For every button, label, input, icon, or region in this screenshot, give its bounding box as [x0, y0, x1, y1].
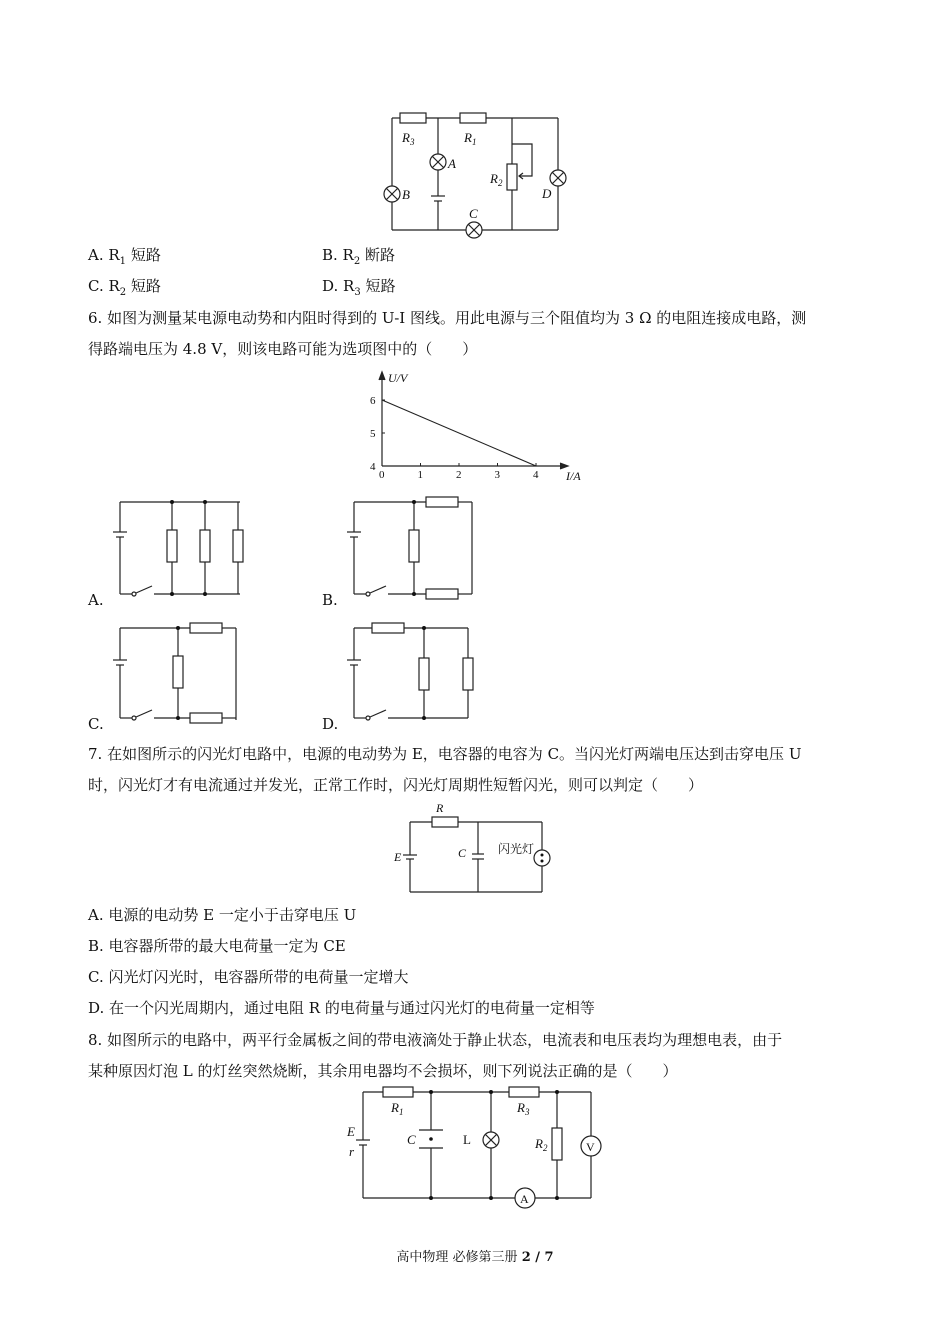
q6-y-axis-arrow	[379, 372, 385, 380]
q7-question-line1: 7. 在如图所示的闪光灯电路中，电源的电动势为 E，电容器的电容为 C。当闪光灯两端电压达到击穿电压 U	[88, 745, 802, 763]
svg-text:R2	[534, 1136, 548, 1153]
q6-option-c[interactable]: C.	[88, 715, 104, 733]
q8-ammeter-label: A	[520, 1192, 529, 1206]
q5-label-r3-sub: 3	[409, 137, 415, 147]
q6-option-b-circuit	[346, 496, 486, 600]
q7-label-r: R	[436, 801, 444, 815]
q5-option-d-sub: 3	[354, 287, 361, 298]
q8-label-r3: R	[517, 1100, 525, 1115]
q5-label-a: A	[448, 156, 456, 171]
q8-label-r2-sub: 2	[542, 1143, 548, 1153]
svg-text:R1	[463, 130, 476, 147]
q5-option-b-sub: 2	[353, 256, 361, 267]
q7-label-lamp: 闪光灯	[498, 842, 535, 856]
q6-y-axis-label: U/V	[388, 371, 408, 385]
q8-question-line1: 8. 如图所示的电路中，两平行金属板之间的带电液滴处于静止状态，电流表和电压表均为理想电表，由于	[88, 1031, 783, 1049]
q8-label-r3-sub: 3	[524, 1107, 530, 1117]
q7-flash-circuit-diagram	[392, 800, 562, 896]
q5-option-c-text: 短路	[126, 277, 161, 295]
svg-text:R2	[489, 171, 503, 188]
q5-circuit-diagram	[380, 108, 570, 240]
q8-label-r-internal: r	[349, 1144, 355, 1159]
q7-label-e: E	[394, 850, 402, 864]
q5-option-a-prefix: A. R	[88, 246, 120, 264]
q8-question-line2: 某种原因灯泡 L 的灯丝突然烧断，其余用电器均不会损坏，则下列说法正确的是（ ）	[88, 1062, 678, 1080]
q5-option-b-prefix: B. R	[322, 246, 354, 264]
q5-option-a-sub: 1	[119, 256, 127, 267]
q5-option-c-prefix: C. R	[88, 277, 120, 295]
q5-label-r2-sub: 2	[497, 178, 503, 188]
q8-label-r1-sub: 1	[398, 1107, 404, 1117]
q5-option-c[interactable]	[88, 276, 161, 303]
q5-label-r1: R	[464, 130, 472, 145]
q5-option-b-text: 断路	[360, 246, 396, 264]
q8-label-l: L	[463, 1132, 471, 1147]
q5-option-d-text: 短路	[360, 277, 396, 295]
page-footer	[0, 1246, 950, 1265]
q5-label-c: C	[469, 206, 478, 221]
q8-label-r1: R	[391, 1100, 399, 1115]
q6-option-a-circuit	[112, 496, 252, 600]
q6-option-d-circuit	[346, 622, 486, 726]
q6-option-c-circuit	[112, 622, 252, 726]
q6-ui-chart	[360, 368, 590, 484]
q6-x-tick-label: 2	[456, 469, 462, 481]
q6-y-tick-label: 5	[370, 428, 376, 440]
q6-option-b[interactable]: B.	[322, 591, 338, 609]
q7-option-c[interactable]: C. 闪光灯闪光时，电容器所带的电荷量一定增大	[88, 968, 409, 986]
q5-label-r3: R	[402, 130, 410, 145]
q6-y-tick-label: 6	[370, 395, 376, 407]
q6-x-tick-label: 3	[494, 469, 500, 481]
q6-x-tick-label: 0	[379, 469, 385, 481]
q8-circuit-diagram	[345, 1084, 605, 1214]
q6-option-a[interactable]: A.	[88, 591, 104, 609]
q6-ui-line	[382, 400, 536, 466]
q6-option-d[interactable]: D.	[322, 715, 339, 733]
q6-x-axis-label: I/A	[566, 469, 581, 483]
q5-label-d: D	[542, 186, 552, 201]
q6-y-tick-label: 4	[370, 461, 376, 473]
footer-text: 高中物理 必修第三册	[396, 1250, 522, 1265]
q6-x-tick-label: 1	[417, 469, 423, 481]
q5-option-b[interactable]	[322, 245, 395, 272]
q7-option-a[interactable]: A. 电源的电动势 E 一定小于击穿电压 U	[88, 906, 357, 924]
q7-option-b[interactable]: B. 电容器所带的最大电荷量一定为 CE	[88, 937, 346, 955]
svg-text:R3	[401, 130, 415, 147]
q7-question-line2: 时，闪光灯才有电流通过并发光，正常工作时，闪光灯周期性短暂闪光，则可以判定（ ）	[88, 776, 704, 794]
page-number: 2 / 7	[521, 1250, 554, 1265]
q5-option-c-sub: 2	[119, 287, 127, 298]
q5-option-a[interactable]	[88, 245, 161, 272]
q8-label-e: E	[347, 1124, 355, 1139]
q5-label-b: B	[402, 187, 410, 202]
q6-question-line2: 得路端电压为 4.8 V，则该电路可能为选项图中的（ ）	[88, 340, 478, 358]
q7-option-d[interactable]: D. 在一个闪光周期内，通过电阻 R 的电荷量与通过闪光灯的电荷量一定相等	[88, 999, 595, 1017]
q5-label-r1-sub: 1	[471, 137, 477, 147]
q8-voltmeter-label: V	[586, 1140, 595, 1154]
svg-text:R3	[516, 1100, 530, 1117]
q5-option-a-text: 短路	[126, 246, 161, 264]
q8-label-c: C	[407, 1132, 416, 1147]
q6-question-line1: 6. 如图为测量某电源电动势和内阻时得到的 U-I 图线。用此电源与三个阻值均为 3 Ω 的电阻连接成电路，测	[88, 309, 807, 327]
q5-label-r2: R	[490, 171, 498, 186]
q5-option-d[interactable]	[322, 276, 395, 303]
q8-label-r2: R	[535, 1136, 543, 1151]
q5-option-d-prefix: D. R	[322, 277, 355, 295]
q7-label-c: C	[458, 846, 467, 860]
q6-x-tick-label: 4	[533, 469, 539, 481]
svg-text:R1	[390, 1100, 403, 1117]
